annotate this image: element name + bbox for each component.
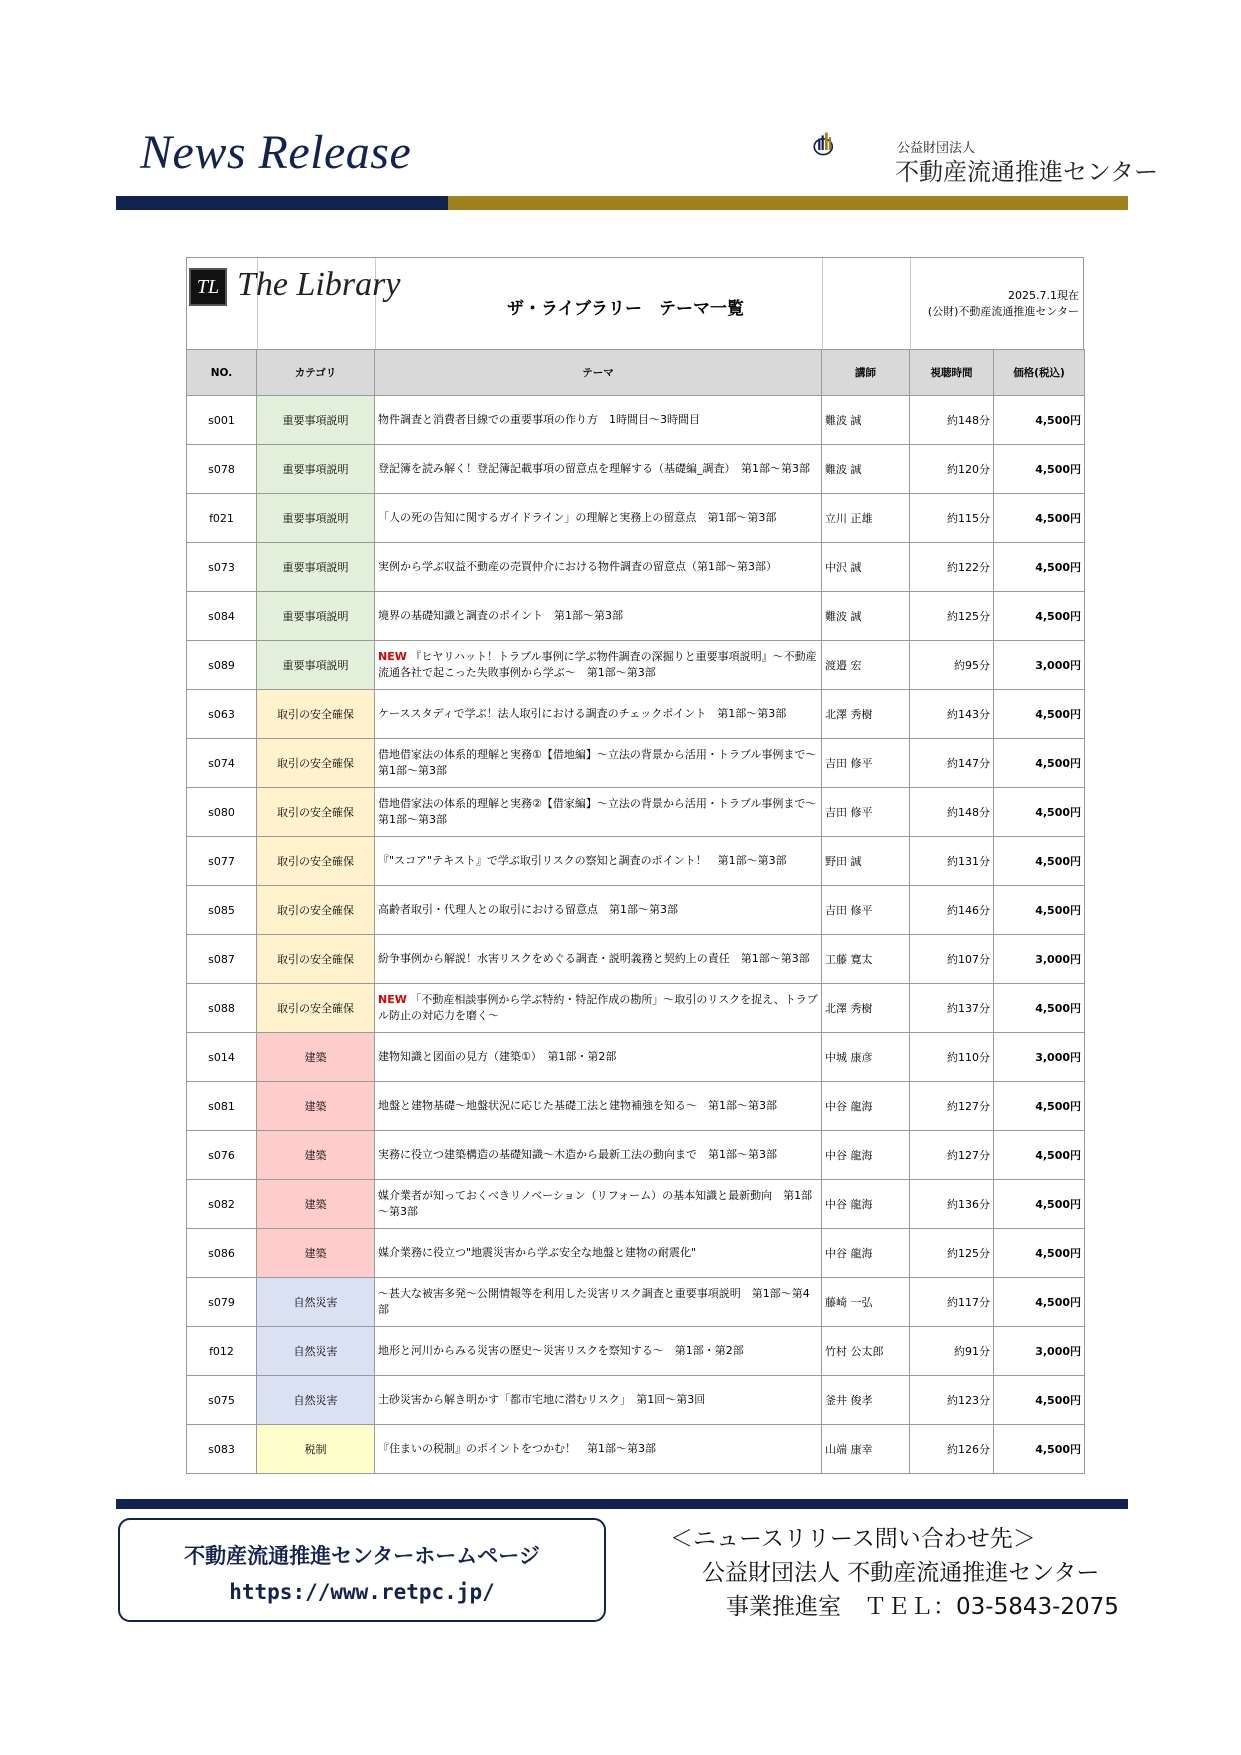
table-row — [187, 1327, 1085, 1376]
row-theme: 土砂災害から解き明かす「都市宅地に潜むリスク」 第1回～第3回 — [375, 1376, 822, 1425]
row-theme: 「人の死の告知に関するガイドライン」の理解と実務上の留意点 第1部～第3部 — [375, 494, 822, 543]
document-title: ザ・ライブラリー テーマ一覧 — [507, 299, 744, 319]
row-duration: 約110分 — [910, 1033, 994, 1082]
row-lecturer: 中谷 龍海 — [822, 1082, 910, 1131]
row-theme — [375, 984, 822, 1033]
row-duration: 約137分 — [910, 984, 994, 1033]
row-lecturer: 渡邉 宏 — [822, 641, 910, 690]
row-no: s081 — [187, 1082, 257, 1131]
row-no: s077 — [187, 837, 257, 886]
row-category: 重要事項説明 — [257, 592, 375, 641]
table-row — [187, 1082, 1085, 1131]
row-no: s085 — [187, 886, 257, 935]
row-no: s082 — [187, 1180, 257, 1229]
row-lecturer: 中谷 龍海 — [822, 1229, 910, 1278]
table-row — [187, 1033, 1085, 1082]
row-category: 重要事項説明 — [257, 641, 375, 690]
row-theme: 登記簿を読み解く！登記簿記載事項の留意点を理解する（基礎編_調査） 第1部～第3部 — [375, 445, 822, 494]
row-duration: 約117分 — [910, 1278, 994, 1327]
header-price: 価格(税込) — [994, 350, 1085, 396]
row-price: 4,500円 — [994, 543, 1085, 592]
row-no: s088 — [187, 984, 257, 1033]
document-date-block — [928, 288, 1079, 320]
row-duration: 約123分 — [910, 1376, 994, 1425]
row-no: s073 — [187, 543, 257, 592]
row-no: f021 — [187, 494, 257, 543]
retpc-logo-icon — [812, 98, 902, 188]
row-no: f012 — [187, 1327, 257, 1376]
row-duration: 約147分 — [910, 739, 994, 788]
row-price: 4,500円 — [994, 1425, 1085, 1474]
contact-block — [670, 1522, 1119, 1624]
row-category: 取引の安全確保 — [257, 739, 375, 788]
row-price: 4,500円 — [994, 788, 1085, 837]
row-category: 自然災害 — [257, 1327, 375, 1376]
footer-divider — [116, 1499, 1128, 1509]
row-duration: 約126分 — [910, 1425, 994, 1474]
table-row — [187, 641, 1085, 690]
row-lecturer: 中谷 龍海 — [822, 1131, 910, 1180]
row-no: s079 — [187, 1278, 257, 1327]
row-theme: 高齢者取引・代理人との取引における留意点 第1部～第3部 — [375, 886, 822, 935]
row-lecturer: 中沢 誠 — [822, 543, 910, 592]
row-category: 建築 — [257, 1082, 375, 1131]
contact-tel: 事業推進室 ＴＥＬ：03-5843-2075 — [726, 1594, 1119, 1620]
row-price: 3,000円 — [994, 641, 1085, 690]
row-theme: 『住まいの税制』のポイントをつかむ！ 第1部～第3部 — [375, 1425, 822, 1474]
row-price: 4,500円 — [994, 494, 1085, 543]
header-lecturer: 講師 — [822, 350, 910, 396]
row-lecturer: 野田 誠 — [822, 837, 910, 886]
table-row — [187, 690, 1085, 739]
table-row — [187, 1425, 1085, 1474]
row-category: 税制 — [257, 1425, 375, 1474]
row-no: s075 — [187, 1376, 257, 1425]
news-release-title: News Release — [140, 126, 412, 179]
row-lecturer: 難波 誠 — [822, 445, 910, 494]
header-theme: テーマ — [375, 350, 822, 396]
row-no: s083 — [187, 1425, 257, 1474]
header-divider — [116, 196, 1128, 210]
row-price: 4,500円 — [994, 592, 1085, 641]
row-duration: 約120分 — [910, 445, 994, 494]
row-theme: 実務に役立つ建築構造の基礎知識～木造から最新工法の動向まで 第1部～第3部 — [375, 1131, 822, 1180]
table-row — [187, 1376, 1085, 1425]
theme-text: 「不動産相談事例から学ぶ特約・特記作成の勘所」～取引のリスクを捉え、トラブル防止の対応力を磨く～ — [378, 993, 818, 1022]
contact-org: 公益財団法人 不動産流通推進センター — [702, 1560, 1100, 1586]
theme-table — [186, 349, 1085, 1474]
table-row — [187, 984, 1085, 1033]
table-row — [187, 396, 1085, 445]
row-duration: 約127分 — [910, 1131, 994, 1180]
logo-org-name: 不動産流通推進センター — [895, 158, 1159, 186]
row-duration: 約131分 — [910, 837, 994, 886]
row-lecturer: 立川 正雄 — [822, 494, 910, 543]
row-category: 重要事項説明 — [257, 396, 375, 445]
row-price: 4,500円 — [994, 396, 1085, 445]
row-price: 4,500円 — [994, 1131, 1085, 1180]
row-theme: 媒介業務に役立つ"地震災害から学ぶ安全な地盤と建物の耐震化" — [375, 1229, 822, 1278]
row-duration: 約125分 — [910, 592, 994, 641]
row-no: s080 — [187, 788, 257, 837]
row-lecturer: 工藤 寛太 — [822, 935, 910, 984]
row-category: 取引の安全確保 — [257, 886, 375, 935]
table-row — [187, 1131, 1085, 1180]
row-price: 4,500円 — [994, 1376, 1085, 1425]
row-category: 建築 — [257, 1229, 375, 1278]
row-price: 4,500円 — [994, 1278, 1085, 1327]
row-theme: 地盤と建物基礎～地盤状況に応じた基礎工法と建物補強を知る～ 第1部～第3部 — [375, 1082, 822, 1131]
row-price: 4,500円 — [994, 1082, 1085, 1131]
row-theme: 建物知識と図面の見方（建築①） 第1部・第2部 — [375, 1033, 822, 1082]
header-no: NO. — [187, 350, 257, 396]
row-category: 取引の安全確保 — [257, 984, 375, 1033]
row-no: s087 — [187, 935, 257, 984]
row-lecturer: 北澤 秀樹 — [822, 690, 910, 739]
row-theme: 地形と河川からみる災害の歴史～災害リスクを察知する～ 第1部・第2部 — [375, 1327, 822, 1376]
table-row — [187, 1229, 1085, 1278]
row-category: 取引の安全確保 — [257, 788, 375, 837]
row-lecturer: 中谷 龍海 — [822, 1180, 910, 1229]
row-lecturer: 難波 誠 — [822, 592, 910, 641]
row-duration: 約127分 — [910, 1082, 994, 1131]
row-price: 3,000円 — [994, 935, 1085, 984]
row-duration: 約91分 — [910, 1327, 994, 1376]
row-theme: 借地借家法の体系的理解と実務①【借地編】～立法の背景から活用・トラブル事例まで～ 第1部～第3部 — [375, 739, 822, 788]
row-category: 重要事項説明 — [257, 543, 375, 592]
new-badge: NEW — [378, 650, 407, 663]
new-badge: NEW — [378, 993, 407, 1006]
row-category: 重要事項説明 — [257, 445, 375, 494]
document-org: (公財)不動産流通推進センター — [927, 305, 1079, 318]
row-theme: 紛争事例から解説！水害リスクをめぐる調査・説明義務と契約上の責任 第1部～第3部 — [375, 935, 822, 984]
row-category: 自然災害 — [257, 1376, 375, 1425]
table-row — [187, 543, 1085, 592]
homepage-box[interactable] — [118, 1518, 606, 1622]
row-duration: 約125分 — [910, 1229, 994, 1278]
header-category: カテゴリ — [257, 350, 375, 396]
row-lecturer: 藤崎 一弘 — [822, 1278, 910, 1327]
row-category: 取引の安全確保 — [257, 837, 375, 886]
row-price: 3,000円 — [994, 1033, 1085, 1082]
row-price: 4,500円 — [994, 445, 1085, 494]
row-price: 4,500円 — [994, 690, 1085, 739]
row-lecturer: 吉田 修平 — [822, 886, 910, 935]
row-lecturer: 吉田 修平 — [822, 788, 910, 837]
row-no: s078 — [187, 445, 257, 494]
header-duration: 視聴時間 — [910, 350, 994, 396]
row-no: s014 — [187, 1033, 257, 1082]
row-duration: 約122分 — [910, 543, 994, 592]
theme-text: 『ヒヤリハット！トラブル事例に学ぶ物件調査の深掘りと重要事項説明』～不動産流通各社で起こった失敗事例から学ぶ～ 第1部～第3部 — [378, 650, 817, 679]
row-category: 建築 — [257, 1180, 375, 1229]
table-row — [187, 592, 1085, 641]
row-lecturer: 難波 誠 — [822, 396, 910, 445]
row-duration: 約148分 — [910, 396, 994, 445]
row-price: 4,500円 — [994, 1180, 1085, 1229]
table-row — [187, 1180, 1085, 1229]
table-row — [187, 1278, 1085, 1327]
row-theme: 『"スコア"テキスト』で学ぶ取引リスクの察知と調査のポイント！ 第1部～第3部 — [375, 837, 822, 886]
row-price: 3,000円 — [994, 1327, 1085, 1376]
row-no: s063 — [187, 690, 257, 739]
row-no: s074 — [187, 739, 257, 788]
row-theme: 実例から学ぶ収益不動産の売買仲介における物件調査の留意点（第1部～第3部） — [375, 543, 822, 592]
table-row — [187, 935, 1085, 984]
row-price: 4,500円 — [994, 739, 1085, 788]
table-row — [187, 739, 1085, 788]
table-row — [187, 445, 1085, 494]
library-logo-text: The Library — [237, 266, 401, 303]
table-row — [187, 837, 1085, 886]
table-row — [187, 788, 1085, 837]
table-row — [187, 494, 1085, 543]
logo-subtitle: 公益財団法人 — [897, 141, 976, 156]
row-no: s084 — [187, 592, 257, 641]
homepage-title: 不動産流通推進センターホームページ — [184, 1544, 540, 1568]
row-lecturer: 吉田 修平 — [822, 739, 910, 788]
library-header — [186, 257, 1084, 349]
row-no: s086 — [187, 1229, 257, 1278]
document-date: 2025.7.1現在 — [1008, 289, 1079, 302]
row-lecturer: 山端 康幸 — [822, 1425, 910, 1474]
row-lecturer: 北澤 秀樹 — [822, 984, 910, 1033]
row-theme: ケーススタディで学ぶ！法人取引における調査のチェックポイント 第1部～第3部 — [375, 690, 822, 739]
row-category: 建築 — [257, 1033, 375, 1082]
row-category: 自然災害 — [257, 1278, 375, 1327]
row-theme: 物件調査と消費者目線での重要事項の作り方 1時間目～3時間目 — [375, 396, 822, 445]
row-duration: 約143分 — [910, 690, 994, 739]
row-no: s001 — [187, 396, 257, 445]
library-mark-icon: TL — [189, 268, 227, 306]
row-no: s076 — [187, 1131, 257, 1180]
table-header-row — [187, 350, 1085, 396]
row-category: 取引の安全確保 — [257, 935, 375, 984]
row-theme: 媒介業者が知っておくべきリノベーション（リフォーム）の基本知識と最新動向 第1部～第3部 — [375, 1180, 822, 1229]
row-theme — [375, 641, 822, 690]
row-theme: 借地借家法の体系的理解と実務②【借家編】～立法の背景から活用・トラブル事例まで～ 第1部～第3部 — [375, 788, 822, 837]
row-price: 4,500円 — [994, 1229, 1085, 1278]
row-duration: 約148分 — [910, 788, 994, 837]
row-price: 4,500円 — [994, 984, 1085, 1033]
row-duration: 約107分 — [910, 935, 994, 984]
row-price: 4,500円 — [994, 837, 1085, 886]
row-duration: 約136分 — [910, 1180, 994, 1229]
row-lecturer: 釜井 俊孝 — [822, 1376, 910, 1425]
row-no: s089 — [187, 641, 257, 690]
contact-heading: ＜ニュースリリース問い合わせ先＞ — [670, 1526, 1036, 1552]
row-category: 重要事項説明 — [257, 494, 375, 543]
row-category: 建築 — [257, 1131, 375, 1180]
row-duration: 約115分 — [910, 494, 994, 543]
table-row — [187, 886, 1085, 935]
row-lecturer: 中城 康彦 — [822, 1033, 910, 1082]
row-theme: 境界の基礎知識と調査のポイント 第1部～第3部 — [375, 592, 822, 641]
row-theme: ～甚大な被害多発～公開情報等を利用した災害リスク調査と重要事項説明 第1部～第4部 — [375, 1278, 822, 1327]
row-category: 取引の安全確保 — [257, 690, 375, 739]
row-price: 4,500円 — [994, 886, 1085, 935]
row-duration: 約146分 — [910, 886, 994, 935]
row-duration: 約95分 — [910, 641, 994, 690]
homepage-url-link[interactable]: https://www.retpc.jp/ — [229, 1580, 495, 1604]
row-lecturer: 竹村 公太郎 — [822, 1327, 910, 1376]
